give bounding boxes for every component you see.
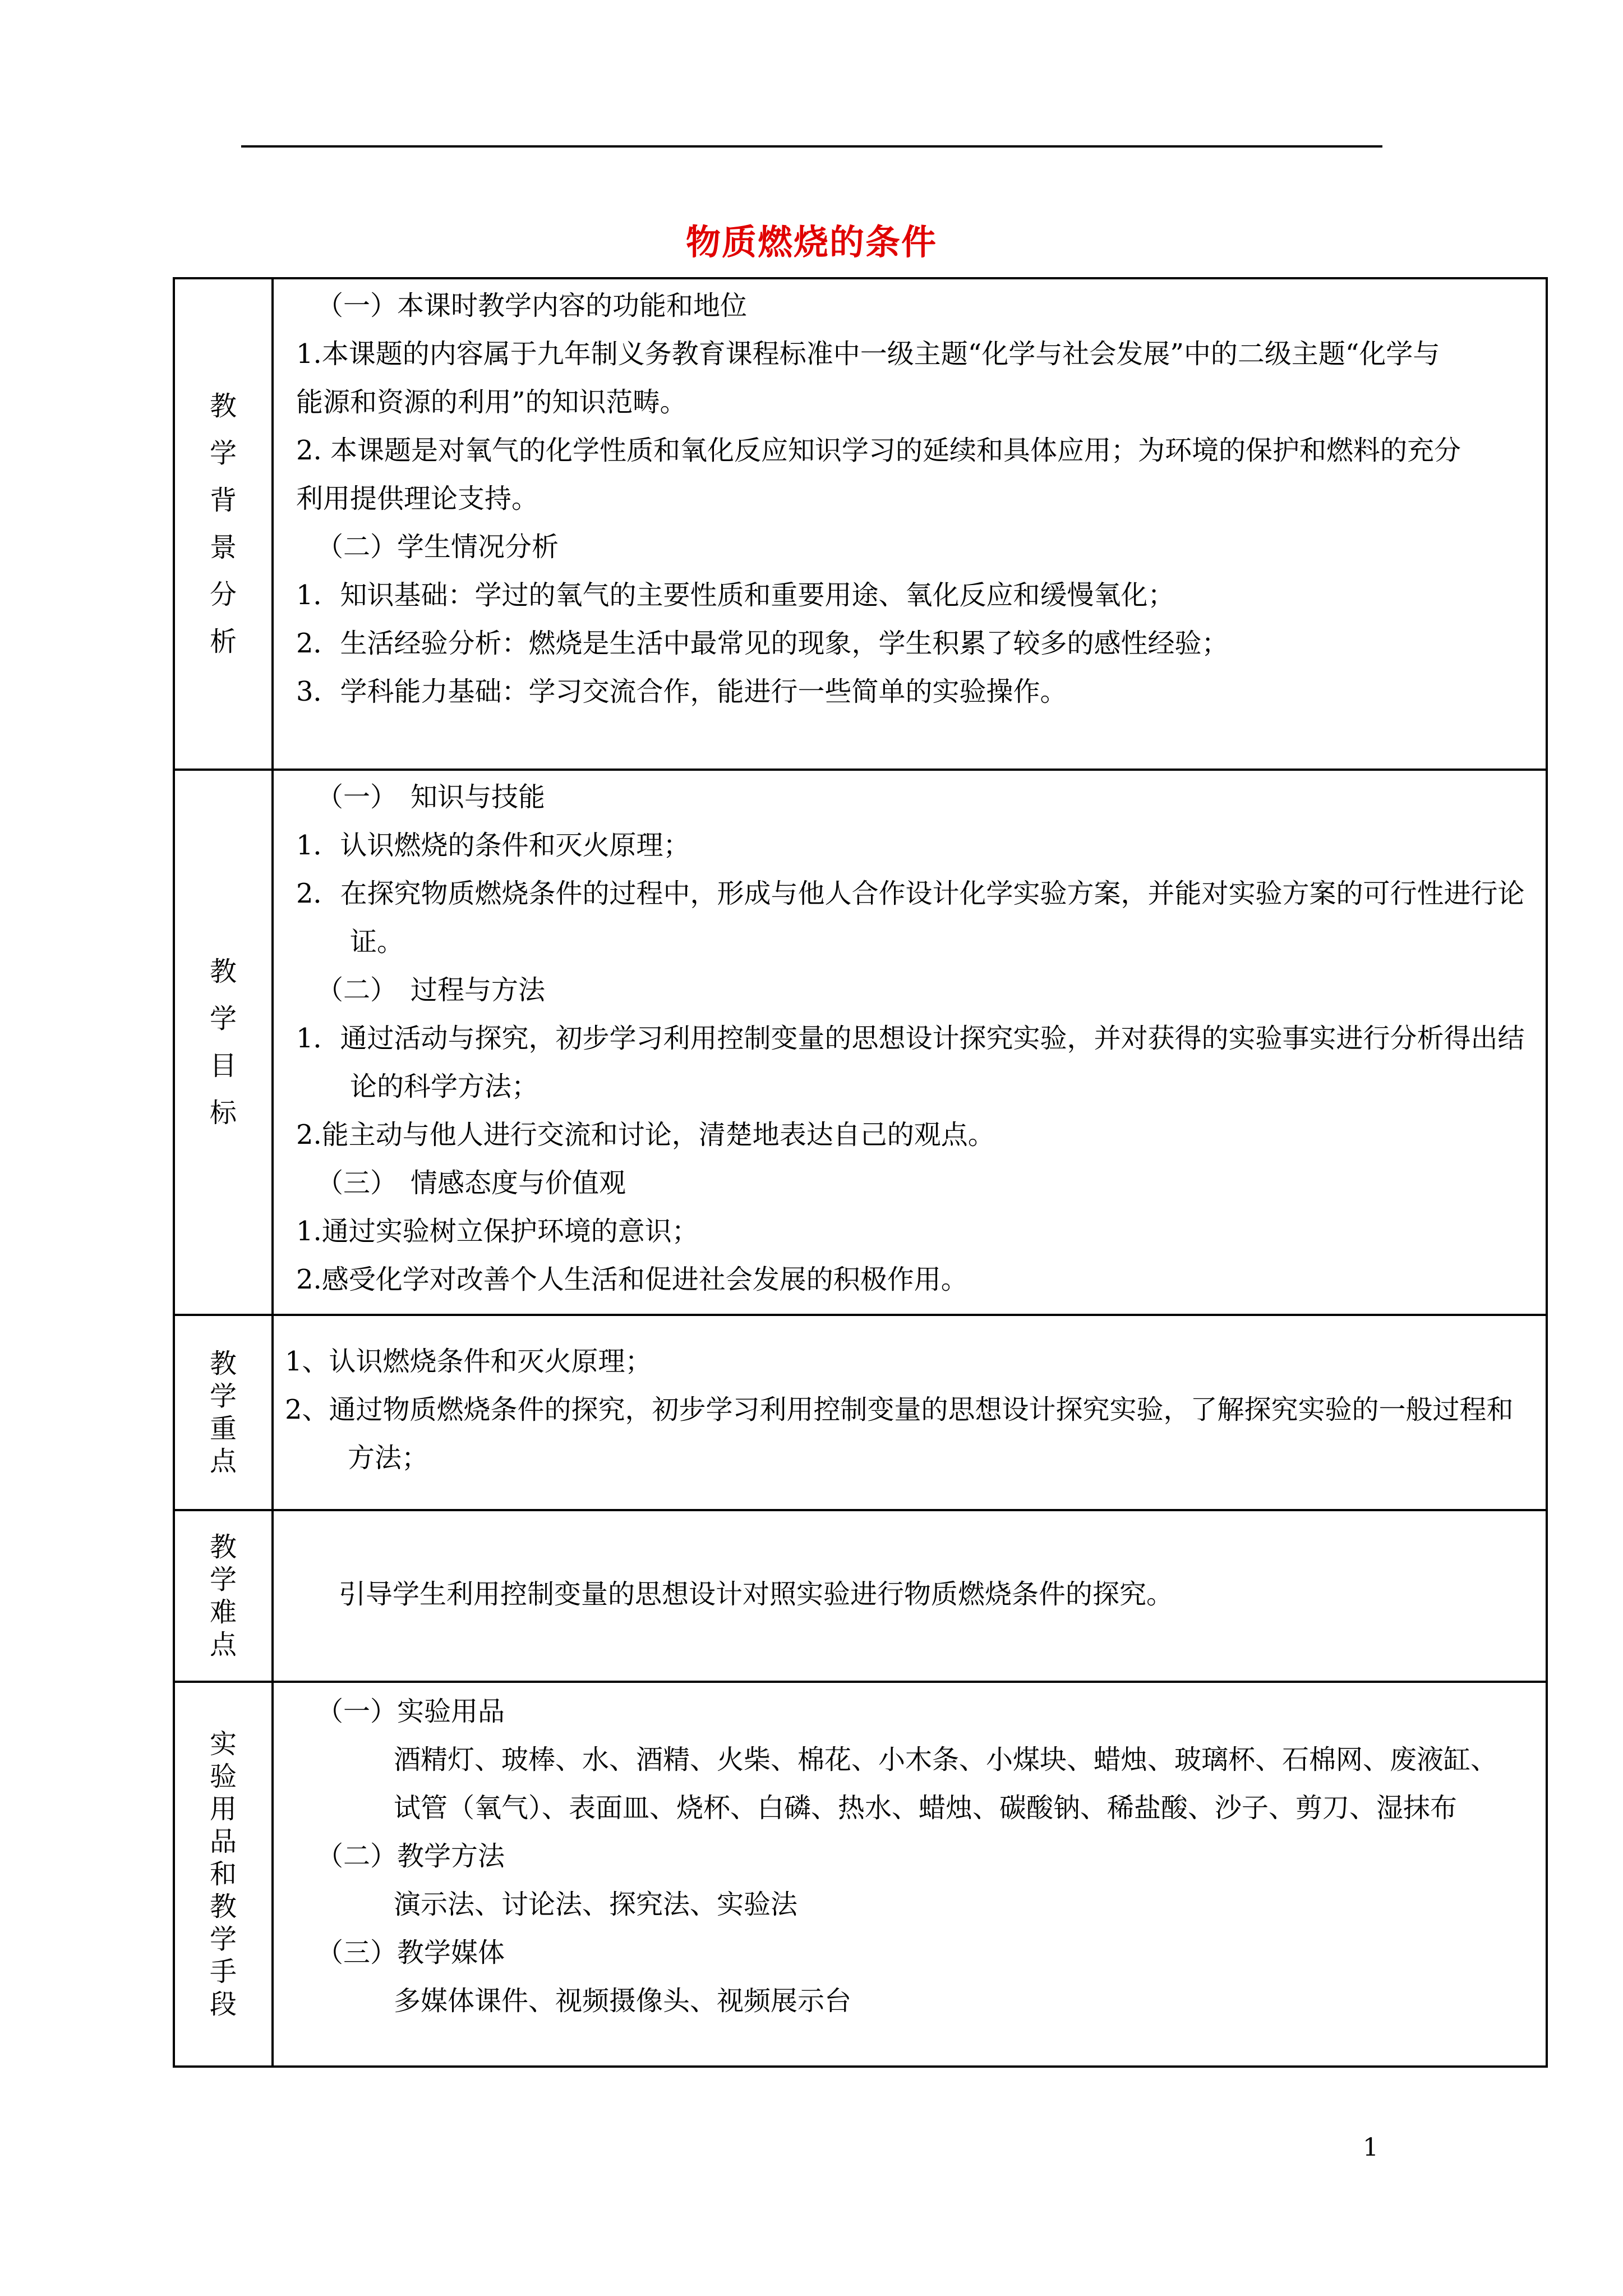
content-line: 2.能主动与他人进行交流和讨论，清楚地表达自己的观点。 [296,1119,995,1151]
content-line: 1.本课题的内容属于九年制义务教育课程标准中一级主题“化学与社会发展”中的二级主题“化学与 [296,338,1440,370]
content-line: 2．生活经验分析：燃烧是生活中最常见的现象，学生积累了较多的感性经验； [296,628,1229,659]
page-number: 1 [1363,2133,1378,2162]
section-label-text: 教学重点 [209,1348,237,1477]
content-line: 1、认识燃烧条件和灭火原理； [285,1346,652,1377]
section-content [273,278,1547,770]
content-line: 1．知识基础：学过的氧气的主要性质和重要用途、氧化反应和缓慢氧化； [296,579,1175,611]
section-key-points [174,1315,1547,1510]
section-label [174,1510,273,1682]
section-background [174,278,1547,770]
section-label [174,770,273,1315]
section-label-text: 教学目标 [209,956,237,1129]
content-line: （一）实验用品 [316,1696,505,1727]
section-content [273,1315,1547,1510]
content-line: 1．认识燃烧的条件和灭火原理； [296,830,690,861]
section-label-text: 教学背景分析 [209,390,237,657]
section-label [174,1682,273,2067]
section-materials [174,1682,1547,2067]
content-line: 2. 本课题是对氧气的化学性质和氧化反应知识学习的延续和具体应用；为环境的保护和燃料的充分 [296,435,1461,466]
content-line: 酒精灯、玻棒、水、酒精、火柴、棉花、小木条、小煤块、蜡烛、玻璃杯、石棉网、废液缸、 [394,1744,1498,1775]
document-title: 物质燃烧的条件 [685,222,937,263]
section-content [273,1510,1547,1682]
section-objectives [174,770,1547,1315]
section-label-text: 实验用品和教学手段 [209,1728,237,2020]
content-line: 演示法、讨论法、探究法、实验法 [394,1889,798,1920]
content-line: 2.感受化学对改善个人生活和促进社会发展的积极作用。 [296,1264,968,1295]
content-line: （三） 情感态度与价值观 [316,1167,626,1199]
content-line: （二） 过程与方法 [316,974,546,1006]
content-line: （二）教学方法 [316,1841,505,1872]
content-line: （三）教学媒体 [316,1937,505,1968]
content-line: 1.通过实验树立保护环境的意识； [296,1216,699,1247]
section-label [174,278,273,770]
lesson-plan-table [173,277,1548,2068]
section-label [174,1315,273,1510]
section-content [273,1682,1547,2067]
content-line: 利用提供理论支持。 [296,483,539,514]
content-line: （一） 知识与技能 [316,781,546,813]
section-difficulties [174,1510,1547,1682]
content-line: 引导学生利用控制变量的思想设计对照实验进行物质燃烧条件的探究。 [339,1579,1174,1610]
section-content [273,770,1547,1315]
content-line: 多媒体课件、视频摄像头、视频展示台 [394,1985,852,2017]
content-line: 试管（氧气）、表面皿、烧杯、白磷、热水、蜡烛、碳酸钠、稀盐酸、沙子、剪刀、湿抹布 [394,1792,1458,1824]
content-line: 2、通过物质燃烧条件的探究，初步学习利用控制变量的思想设计探究实验，了解探究实验的一般过程和方法； [285,1394,1514,1474]
content-line: 3．学科能力基础：学习交流合作，能进行一些简单的实验操作。 [296,676,1067,707]
content-line: 2．在探究物质燃烧条件的过程中，形成与他人合作设计化学实验方案，并能对实验方案的可行性进行论证。 [296,878,1525,958]
content-line: （二）学生情况分析 [316,531,559,563]
section-label-text: 教学难点 [209,1531,237,1660]
content-line: 1．通过活动与探究，初步学习利用控制变量的思想设计探究实验，并对获得的实验事实进行分析得出结论的科学方法； [296,1023,1525,1102]
content-line: 能源和资源的利用”的知识范畴。 [296,386,687,418]
header-rule [241,145,1382,148]
content-line: （一）本课时教学内容的功能和地位 [316,290,748,321]
